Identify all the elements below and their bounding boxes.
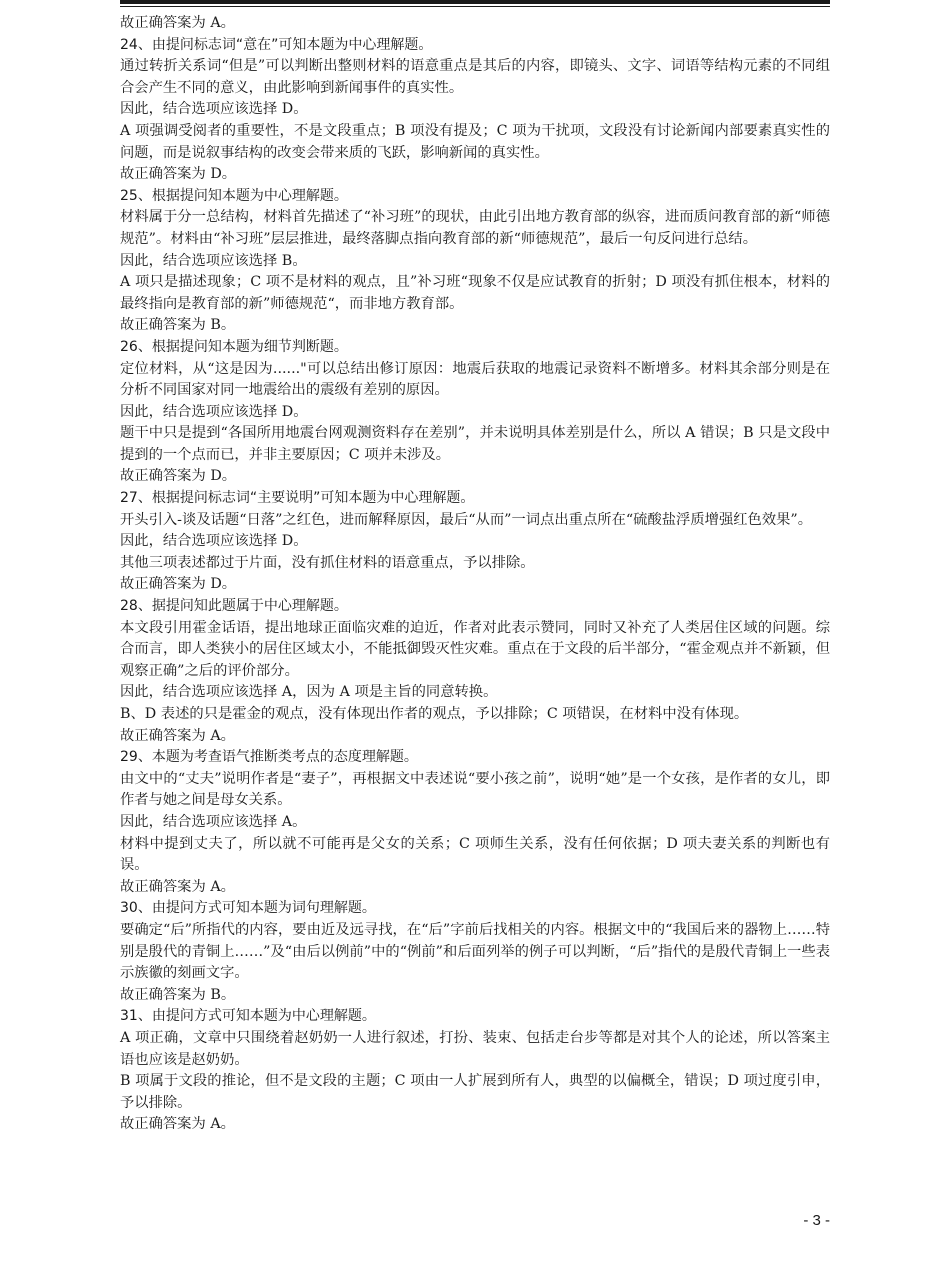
- paragraph: 因此，结合选项应该选择 D。: [120, 403, 308, 420]
- answer-explanations: [120, 13, 830, 1136]
- question-heading: 28、据提问知此题属于中心理解题。: [120, 598, 348, 615]
- paragraph: 故正确答案为 B。: [120, 317, 236, 334]
- paragraph: 故正确答案为 D。: [120, 468, 237, 485]
- paragraph: A 项强调受阅者的重要性，不是文段重点；B 项没有提及；C 项为干扰项，文段没有讨论新闻内部要素真实性的问题，而是说叙事结构的改变会带来质的飞跃，影响新闻的真实性。: [120, 122, 830, 161]
- paragraph: B、D 表述的只是霍金的观点，没有体现出作者的观点，予以排除；C 项错误，在材料中没有体现。: [120, 706, 749, 722]
- paragraph: 题干中只是提到“各国所用地震台网观测资料存在差别”，并未说明具体差别是什么，所以 A 错误；B 只是文段中提到的一个点而已，并非主要原因；C 项并未涉及。: [120, 425, 830, 463]
- paragraph: 故正确答案为 A。: [120, 727, 235, 744]
- header-rule-thick: [120, 0, 830, 4]
- paragraph: 定位材料，从“这是因为......"可以总结出修订原因：地震后获取的地震记录资料不断增多。材料其余部分则是在分析不同国家对同一地震给出的震级有差别的原因。: [120, 360, 830, 399]
- paragraph: 由文中的“丈夫”说明作者是“妻子”，再根据文中表述说“要小孩之前”，说明“她”是一个女孩，是作者的女儿，即作者与她之间是母女关系。: [120, 770, 830, 809]
- paragraph: 故正确答案为 D。: [120, 166, 237, 183]
- paragraph: 故正确答案为 A。: [120, 15, 235, 31]
- paragraph: A 项只是描述现象；C 项不是材料的观点，且”补习班“现象不仅是应试教育的折射；D 项没有抓住根本，材料的最终指向是教育部的新”师德规范“，而非地方教育部。: [120, 274, 830, 312]
- paragraph: B 项属于文段的推论，但不是文段的主题；C 项由一人扩展到所有人，典型的以偏概全，错误；D 项过度引申，予以排除。: [120, 1073, 830, 1111]
- paragraph: 因此，结合选项应该选择 D。: [120, 533, 308, 550]
- paragraph: 通过转折关系词“但是”可以判断出整则材料的语意重点是其后的内容，即镜头、文字、词语等结构元素的不同组合会产生不同的意义，由此影响到新闻事件的真实性。: [120, 58, 830, 96]
- paragraph: 材料中提到丈夫了，所以就不可能再是父女的关系；C 项师生关系，没有任何依据；D 项夫妻关系的判断也有误。: [120, 835, 830, 874]
- question-heading: 24、由提问标志词“意在”可知本题为中心理解题。: [120, 36, 433, 53]
- question-heading: 30、由提问方式可知本题为词句理解题。: [120, 900, 376, 917]
- paragraph: 因此，结合选项应该选择 A。: [120, 813, 307, 830]
- paragraph: A 项正确，文章中只围绕着赵奶奶一人进行叙述，打扮、装束、包括走台步等都是对其个人的论述，所以答案主语也应该是赵奶奶。: [120, 1029, 830, 1068]
- paragraph: 本文段引用霍金话语，提出地球正面临灾难的迫近，作者对此表示赞同，同时又补充了人类居住区域的问题。综合而言，即人类狭小的居住区域太小，不能抵御毁灭性灾难。重点在于文段的后半部分，“霍金观点并不新颖，但观察正确”之后的评价部分。: [120, 619, 830, 679]
- question-heading: 31、由提问方式可知本题为中心理解题。: [120, 1008, 376, 1025]
- question-heading: 27、根据提问标志词“主要说明”可知本题为中心理解题。: [120, 490, 475, 507]
- page-number: - 3 -: [803, 1212, 830, 1229]
- paragraph: 故正确答案为 D。: [120, 576, 237, 593]
- header-rule-thin: [120, 6, 830, 7]
- paragraph: 其他三项表述都过于片面，没有抓住材料的语意重点，予以排除。: [120, 554, 535, 571]
- paragraph: 要确定“后”所指代的内容，要由近及远寻找，在“后”字前后找相关的内容。根据文中的“我国后来的器物上……特别是殷代的青铜上……”及“由后以例前”中的“例前”和后面列举的例子可以判断，“后”指代的是殷代青铜上一些表示族徽的刻画文字。: [120, 921, 830, 982]
- question-heading: 26、根据提问知本题为细节判断题。: [120, 338, 348, 355]
- paragraph: 因此，结合选项应该选择 A，因为 A 项是主旨的同意转换。: [120, 684, 498, 701]
- paragraph: 因此，结合选项应该选择 D。: [120, 101, 308, 118]
- paragraph: 开头引入-谈及话题“日落”之红色，进而解释原因，最后“从而”一词点出重点所在“硫酸盐浮质增强红色效果”。: [120, 511, 813, 528]
- paragraph: 材料属于分一总结构，材料首先描述了“补习班”的现状，由此引出地方教育部的纵容，进而质问教育部的新“师德规范”。材料由“补习班”层层推进，最终落脚点指向教育部的新“师德规范”，最后一句反问进行总结。: [120, 209, 830, 247]
- question-heading: 29、本题为考查语气推断类考点的态度理解题。: [120, 749, 418, 766]
- paragraph: 故正确答案为 A。: [120, 1116, 235, 1133]
- question-heading: 25、根据提问知本题为中心理解题。: [120, 187, 348, 204]
- paragraph: 故正确答案为 A。: [120, 878, 235, 895]
- paragraph: 故正确答案为 B。: [120, 986, 236, 1003]
- paragraph: 因此，结合选项应该选择 B。: [120, 252, 307, 269]
